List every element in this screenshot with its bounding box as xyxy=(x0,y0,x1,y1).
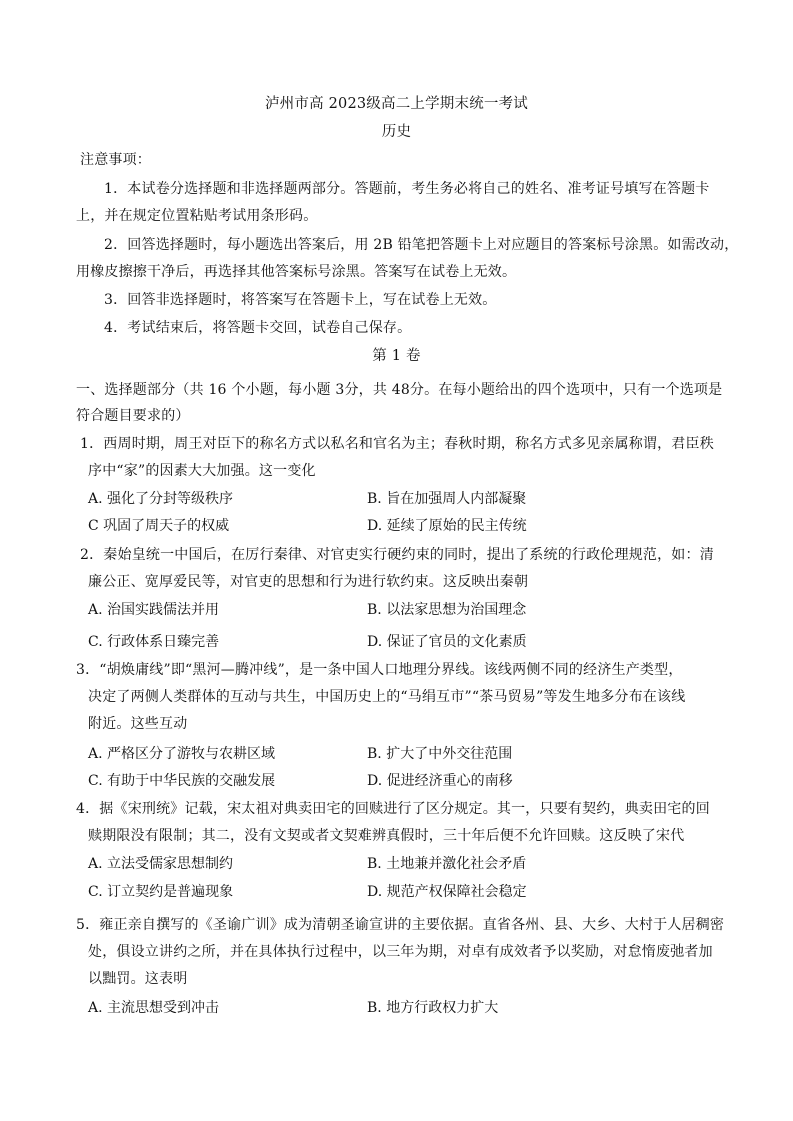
volume-title: 第 1 卷 xyxy=(372,348,421,364)
q1-line-1: 1．西周时期，周王对臣下的称名方式以私名和官名为主；春秋时期，称名方式多见亲属称谓，君臣秩 xyxy=(80,436,714,452)
note-1-line-2: 上，并在规定位置粘贴考试用条形码。 xyxy=(76,208,318,224)
q2-option-a: A. 治国实践儒法并用 xyxy=(88,602,220,618)
q2-line-2: 廉公正、宽厚爱民等，对官吏的思想和行为进行软约束。这反映出秦朝 xyxy=(88,574,529,590)
q2-line-1: 2．秦始皇统一中国后，在厉行秦律、对官吏实行硬约束的同时，提出了系统的行政伦理规范，如：清 xyxy=(80,547,714,563)
q2-option-d: D. 保证了官员的文化素质 xyxy=(367,634,527,650)
q3-option-d: D. 促进经济重心的南移 xyxy=(367,773,513,789)
q3-option-c: C. 有助于中华民族的交融发展 xyxy=(88,773,276,789)
q3-option-b: B. 扩大了中外交往范围 xyxy=(367,746,513,762)
q5-option-a: A. 主流思想受到冲击 xyxy=(88,1000,220,1016)
note-1-line-1: 1．本试卷分选择题和非选择题两部分。答题前，考生务必将自己的姓名、准考证号填写在答题卡 xyxy=(104,181,710,197)
q3-option-a: A. 严格区分了游牧与农耕区域 xyxy=(88,746,276,762)
q5-line-2: 处，俱设立讲约之所，并在具体执行过程中，以三年为期，对卓有成效者予以奖励，对怠惰废弛者加 xyxy=(88,944,713,960)
section-line-2: 符合题目要求的） xyxy=(76,408,190,424)
section-line-1: 一、选择题部分（共 16 个小题，每小题 3分，共 48分。在每小题给出的四个选项中，只有一个选项是 xyxy=(76,382,723,398)
q4-option-b: B. 土地兼并激化社会矛盾 xyxy=(367,856,527,872)
q5-line-3: 以黜罚。这表明 xyxy=(88,971,188,987)
q1-line-2: 序中“家”的因素大大加强。这一变化 xyxy=(88,463,316,479)
q4-line-1: 4．据《宋刑统》记载，宋太祖对典卖田宅的回赎进行了区分规定。其一，只要有契约，典卖田宅的回 xyxy=(76,801,710,817)
q4-line-2: 赎期限没有限制；其二，没有文契或者文契难辨真假时，三十年后便不允许回赎。这反映了宋代 xyxy=(88,828,685,844)
exam-subject: 历史 xyxy=(381,124,412,140)
q4-option-a: A. 立法受儒家思想制约 xyxy=(88,856,234,872)
q1-option-c: C 巩固了周天子的权威 xyxy=(88,518,230,534)
q3-line-3: 附近。这些互动 xyxy=(88,716,188,732)
note-2-line-2: 用橡皮擦擦干净后，再选择其他答案标号涂黑。答案写在试卷上无效。 xyxy=(76,264,517,280)
q4-option-c: C. 订立契约是普遍现象 xyxy=(88,884,234,900)
q4-option-d: D. 规范产权保障社会稳定 xyxy=(367,884,527,900)
q2-option-c: C. 行政体系日臻完善 xyxy=(88,634,220,650)
note-4: 4．考试结束后，将答题卡交回，试卷自己保存。 xyxy=(104,320,412,336)
q1-option-d: D. 延续了原始的民主传统 xyxy=(367,518,527,534)
q1-option-a: A. 强化了分封等级秩序 xyxy=(88,491,234,507)
q5-option-b: B. 地方行政权力扩大 xyxy=(367,1000,499,1016)
note-3: 3．回答非选择题时，将答案写在答题卡上，写在试卷上无效。 xyxy=(104,292,497,308)
note-2-line-1: 2．回答选择题时，每小题选出答案后，用 2B 铅笔把答题卡上对应题目的答案标号涂黑。如需改动， xyxy=(104,237,739,253)
notes-heading: 注意事项： xyxy=(80,152,151,168)
q2-option-b: B. 以法家思想为治国理念 xyxy=(367,602,527,618)
q1-option-b: B. 旨在加强周人内部凝聚 xyxy=(367,491,527,507)
q3-line-2: 决定了两侧人类群体的互动与共生，中国历史上的“马绢互市”“茶马贸易”等发生地多分布在该线 xyxy=(88,689,686,705)
q3-line-1: 3．“胡焕庸线”即“黑河—腾冲线”，是一条中国人口地理分界线。该线两侧不同的经济生产类型， xyxy=(76,662,683,678)
exam-title: 泸州市高 2023级高二上学期末统一考试 xyxy=(264,96,528,112)
q5-line-1: 5．雍正亲自撰写的《圣谕广训》成为清朝圣谕宣讲的主要依据。直省各州、县、大乡、大村于人居稠密 xyxy=(76,917,725,933)
